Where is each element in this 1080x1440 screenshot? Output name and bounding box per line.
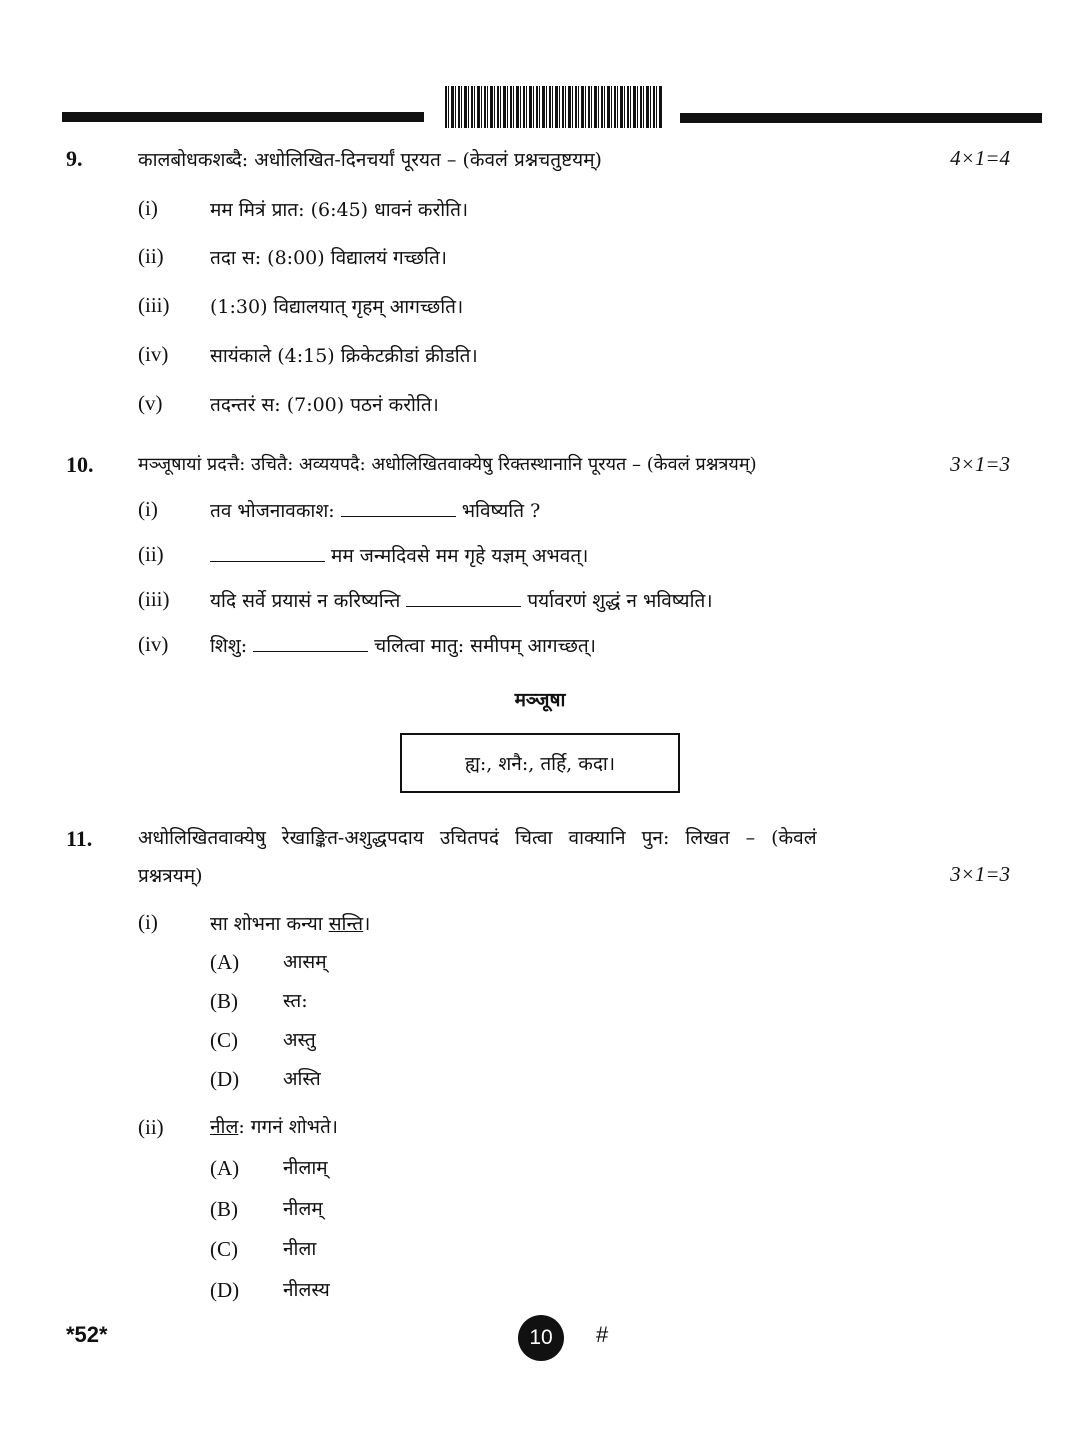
- underlined-word: नील: [210, 1116, 239, 1138]
- q10-item-before: यदि सर्वे प्रयासं न करिष्यन्ति: [210, 590, 401, 612]
- q10-number: 10.: [66, 452, 94, 477]
- fill-blank: [253, 637, 368, 652]
- q11-number: 11.: [66, 826, 93, 851]
- option-label: (A): [210, 1156, 240, 1180]
- option-text: आसम्: [283, 951, 327, 973]
- barcode: [445, 86, 663, 128]
- q10-item: [210, 587, 713, 613]
- option-text: स्त:: [283, 990, 308, 1012]
- header-rule-right: [680, 113, 1042, 123]
- q10-item-before: तव भोजनावकाश:: [210, 500, 335, 522]
- q10-item-after: भविष्यति ?: [461, 500, 541, 522]
- q11-sub-sentence: [210, 910, 370, 936]
- option-label: (D): [210, 1067, 240, 1091]
- q9-item-num: (i): [138, 196, 158, 220]
- q10-item-num: (ii): [138, 542, 164, 566]
- sentence-post: ।: [363, 913, 371, 935]
- q10-item: [210, 632, 596, 658]
- option-label: (D): [210, 1278, 240, 1302]
- option-text: अस्तु: [283, 1029, 316, 1051]
- q10-item-num: (i): [138, 497, 158, 521]
- option-text: अस्ति: [283, 1068, 321, 1090]
- fill-blank: [341, 502, 456, 517]
- option-label: (C): [210, 1237, 238, 1261]
- q9-marks: 4×1=4: [950, 146, 1010, 170]
- q10-item-before: शिशु:: [210, 635, 248, 657]
- word-box: [400, 733, 680, 793]
- q11-sub-sentence: [210, 1113, 338, 1139]
- q9-item-text: तदन्तरं स: (7:00) पठनं करोति।: [210, 394, 439, 416]
- page-number: [518, 1315, 564, 1361]
- word-box-words: ह्य:, शनै:, तर्हि, कदा।: [464, 753, 616, 775]
- hash-mark: #: [596, 1322, 609, 1347]
- underlined-word: सन्ति: [328, 913, 364, 935]
- q9-item-text: तदा स: (8:00) विद्यालयं गच्छति।: [210, 247, 447, 269]
- q9-item-num: (ii): [138, 244, 164, 268]
- q10-item-after: पर्यावरणं शुद्धं न भविष्यति।: [527, 590, 713, 612]
- q9-item-num: (v): [138, 391, 163, 415]
- option-text: नीला: [283, 1238, 317, 1260]
- q9-instruction: कालबोधकशब्दै: अधोलिखित-दिनचर्यां पूरयत – (केवलं प्रश्नचतुष्टयम्): [138, 149, 602, 171]
- q9-number: 9.: [66, 146, 83, 171]
- q10-item-after: मम जन्मदिवसे मम गृहे यज्ञम् अभवत्।: [331, 545, 589, 567]
- q11-marks: 3×1=3: [950, 862, 1010, 886]
- q9-item-text: सायंकाले (4:15) क्रिकेटक्रीडां क्रीडति।: [210, 345, 478, 367]
- option-text: नीलम्: [283, 1198, 323, 1220]
- option-text: नीलाम्: [283, 1157, 328, 1179]
- q11-instruction-line2: प्रश्नत्रयम्): [138, 865, 203, 887]
- q10-marks: 3×1=3: [950, 452, 1010, 476]
- option-label: (C): [210, 1028, 238, 1052]
- option-label: (A): [210, 950, 240, 974]
- q9-item-text: (1:30) विद्यालयात् गृहम् आगच्छति।: [210, 296, 464, 318]
- q9-item-num: (iv): [138, 342, 169, 366]
- sentence-post: : गगनं शोभते।: [238, 1116, 339, 1138]
- header-rule-left: [62, 112, 424, 122]
- sentence-pre: सा शोभना कन्या: [210, 913, 329, 935]
- q10-item: [210, 497, 540, 523]
- q10-item-after: चलित्वा मातु: समीपम् आगच्छत्।: [374, 635, 596, 657]
- fill-blank: [210, 547, 325, 562]
- q10-item-num: (iii): [138, 587, 170, 611]
- word-box-title: मञ्जूषा: [514, 689, 566, 711]
- option-label: (B): [210, 1197, 238, 1221]
- q11-sub-num: (i): [138, 910, 158, 934]
- option-label: (B): [210, 989, 238, 1013]
- q10-instruction: मञ्जूषायां प्रदत्तै: उचितै: अव्ययपदै: अधोलिखितवाक्येषु रिक्तस्थानानि पूरयत – (केवलं प्रश्नत्रयम्): [138, 454, 757, 475]
- q11-instruction-line1: अधोलिखितवाक्येषु रेखाङ्कित-अशुद्धपदाय उचितपदं चित्वा वाक्यानि पुन: लिखत – (केवलं: [138, 827, 817, 849]
- q9-item-text: मम मित्रं प्रात: (6:45) धावनं करोति।: [210, 199, 469, 221]
- paper-code: *52*: [66, 1322, 108, 1347]
- q11-sub-num: (ii): [138, 1115, 164, 1139]
- option-text: नीलस्य: [283, 1279, 330, 1301]
- q10-item-num: (iv): [138, 632, 169, 656]
- fill-blank: [406, 592, 521, 607]
- q10-item: [210, 542, 588, 568]
- q9-item-num: (iii): [138, 293, 170, 317]
- page-number-text: 10: [529, 1326, 553, 1349]
